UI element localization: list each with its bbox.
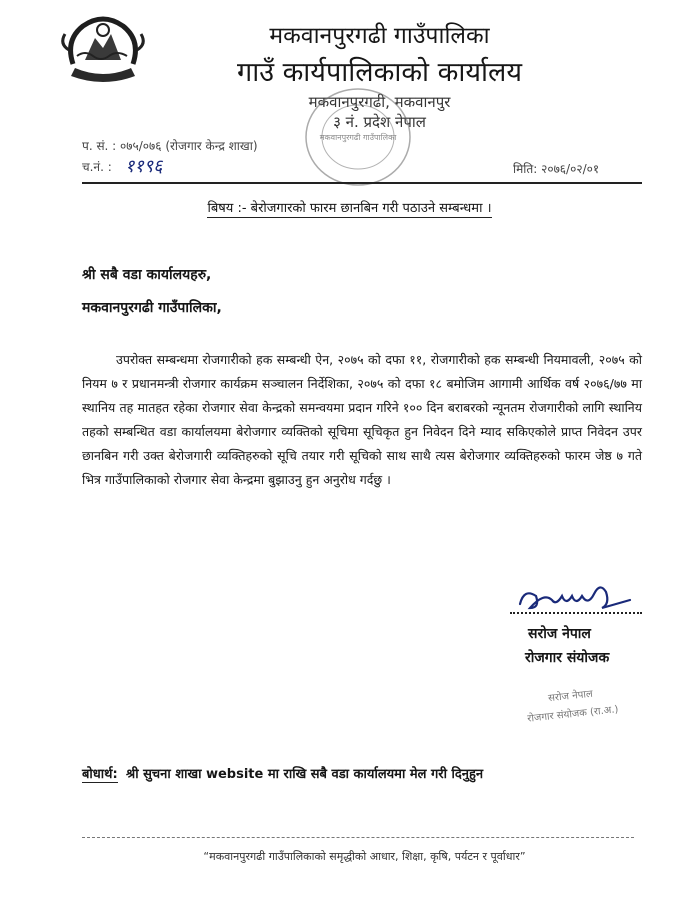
reference-number: प. सं. : ०७५/०७६ (रोजगार केन्द्र शाखा) bbox=[82, 139, 258, 153]
title-stamp: रोजगार संयोजक (रा.अ.) bbox=[526, 704, 619, 725]
signatory-title: रोजगार संयोजक bbox=[525, 650, 610, 666]
address-line-1: मकवानपुरगढी, मकवानपुर bbox=[308, 93, 451, 111]
dispatch-label: च.नं. : bbox=[82, 160, 112, 174]
cc-label bbox=[82, 764, 118, 782]
address-line-2: ३ नं. प्रदेश नेपाल bbox=[333, 113, 426, 131]
org-name: मकवानपुरगढी गाउँपालिका bbox=[269, 23, 490, 49]
subject-line bbox=[0, 198, 699, 216]
name-stamp: सरोज नेपाल bbox=[547, 688, 594, 705]
footer-divider bbox=[82, 837, 634, 838]
signatory-name: सरोज नेपाल bbox=[528, 626, 591, 642]
subject-text: बिषय :- बेरोजगारको फारम छानबिन गरी पठाउने सम्बन्धमा । bbox=[207, 201, 492, 216]
header-divider bbox=[82, 182, 642, 184]
dispatch-number: ११९६ bbox=[125, 156, 163, 177]
recipient-line-1: श्री सबै वडा कार्यालयहरु, bbox=[82, 267, 212, 283]
cc-label-text: बोधार्थ: bbox=[82, 767, 118, 782]
office-name: गाउँ कार्यपालिकाको कार्यालय bbox=[237, 57, 522, 88]
letter-body: उपरोक्त सम्बन्धमा रोजगारीको हक सम्बन्धी ऐन, २०७५ को दफा ११, रोजगारीको हक सम्बन्धी नियमावली, २०७५ को नियम ७ र प्रधानमन्त्री रोजगार कार्यक्रम सञ्चालन निर्देशिका, २०७५ को दफा १८ बमोजिम आगामी आर्थिक वर्ष २०७६/७७ मा स्थानिय तह मातहत रहेका रोजगार सेवा केन्द्रको समन्वयमा प्रदान गरिने १०० दिन बराबरको न्यूनतम रोजगारीको लागि स्थानिय तहको सम्बन्धित वडा कार्यालयमा बेरोजगार व्यक्तिको सूचिमा सूचिकृत हुन निवेदन दिने म्याद सकिएकोले प्राप्त निवेदन उपर छानबिन गरी उक्त बेरोजगारी व्यक्तिहरुको सूचि तयार गरी सूचिको साथ साथै त्यस बेरोजगार व्यक्तिहरुको फारम जेष्ठ ७ गते भित्र गाउँपालिकाको रोजगार सेवा केन्द्रमा बुझाउनु हुन अनुरोध गर्दछु । bbox=[82, 352, 642, 487]
recipient-line-2: मकवानपुरगढी गाउँपालिका, bbox=[82, 300, 222, 316]
footer-motto: “मकवानपुरगढी गाउँपालिकाको समृद्धीको आधार, शिक्षा, कृषि, पर्यटन र पूर्वाधार” bbox=[203, 850, 526, 863]
office-stamp bbox=[298, 82, 418, 192]
signature-line bbox=[510, 612, 642, 614]
office-stamp-text: मकवानपुरगढी गाउँपालिका bbox=[319, 133, 397, 142]
cc-text: श्री सुचना शाखा website मा राखि सबै वडा कार्यालयमा मेल गरी दिनुहुन bbox=[126, 767, 484, 782]
letter-date: मिति: २०७६/०२/०१ bbox=[513, 162, 600, 176]
